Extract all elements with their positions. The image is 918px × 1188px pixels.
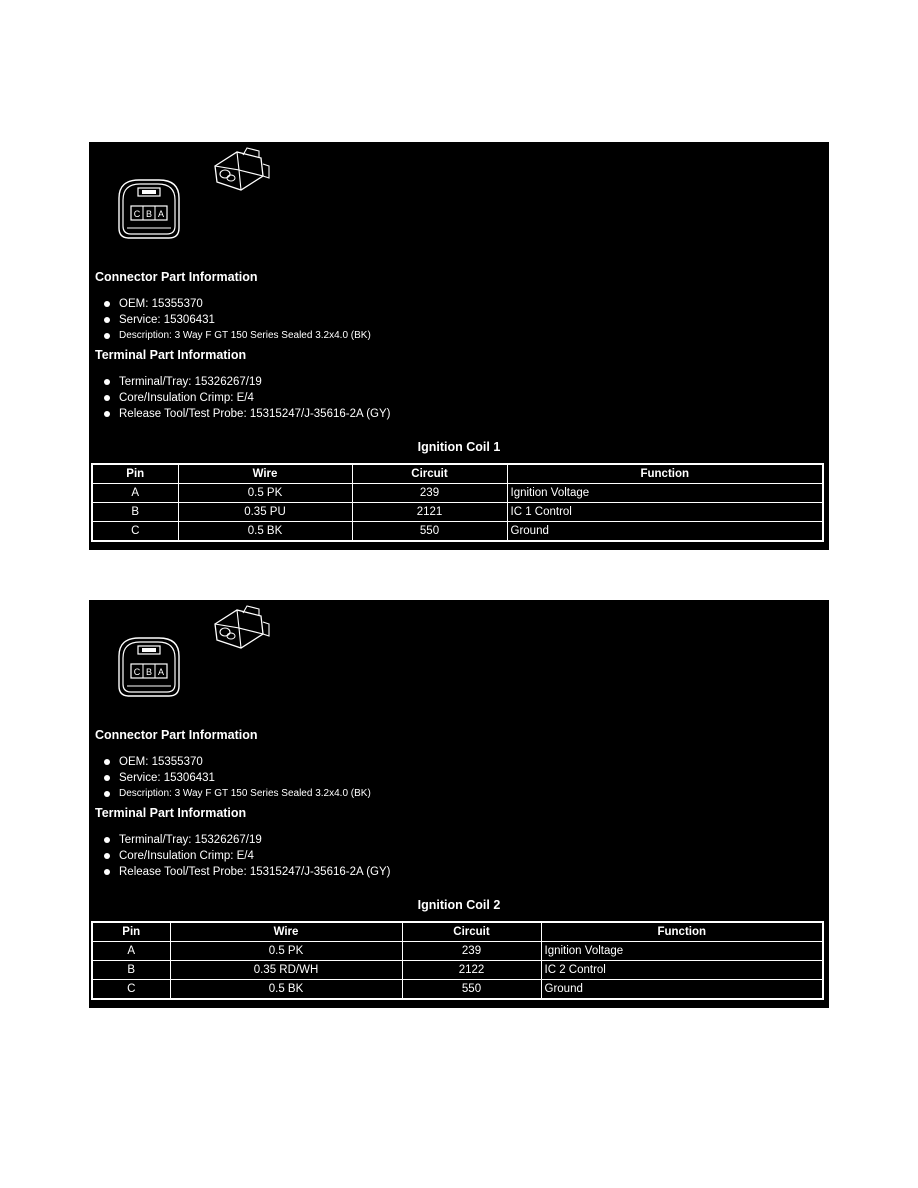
table-title: Ignition Coil 2 (417, 898, 501, 912)
column-header-function: Function (541, 922, 823, 942)
connector-part-heading: Connector Part Information (95, 728, 258, 742)
pin-table (91, 921, 824, 1000)
wire-cell: 0.35 RD/WH (170, 961, 402, 980)
column-header-pin: Pin (92, 922, 170, 942)
list-item: OEM: 15355370 (103, 754, 371, 770)
terminal-part-heading: Terminal Part Information (95, 348, 247, 362)
list-item: Service: 15306431 (103, 312, 371, 328)
list-item: OEM: 15355370 (103, 296, 371, 312)
list-item: Release Tool/Test Probe: 15315247/J-35616-2A (GY) (103, 864, 391, 880)
connector-part-list (103, 296, 371, 344)
cavity-label-b: B (145, 209, 153, 219)
function-cell: IC 2 Control (541, 961, 823, 980)
circuit-cell: 550 (402, 980, 541, 1000)
circuit-cell: 550 (352, 522, 507, 542)
table-row (92, 942, 823, 961)
connector-isometric-icon (207, 146, 273, 192)
list-item: Core/Insulation Crimp: E/4 (103, 390, 391, 406)
wire-cell: 0.5 PK (178, 484, 352, 503)
terminal-part-list (103, 374, 391, 422)
pin-cell: A (92, 942, 170, 961)
circuit-cell: 239 (402, 942, 541, 961)
function-cell: IC 1 Control (507, 503, 823, 522)
list-item: Core/Insulation Crimp: E/4 (103, 848, 391, 864)
list-item: Service: 15306431 (103, 770, 371, 786)
connector-front-view-icon (111, 176, 187, 244)
table-header-row (92, 464, 823, 484)
function-cell: Ground (507, 522, 823, 542)
cavity-label-a: A (157, 209, 165, 219)
table-row (92, 961, 823, 980)
connector-front-view-icon (111, 634, 187, 702)
connector-panel-ignition-coil-2 (89, 600, 829, 1008)
column-header-function: Function (507, 464, 823, 484)
table-row (92, 522, 823, 542)
table-header-row (92, 922, 823, 942)
connector-part-heading: Connector Part Information (95, 270, 258, 284)
table-row (92, 484, 823, 503)
connector-panel-ignition-coil-1 (89, 142, 829, 550)
circuit-cell: 2122 (402, 961, 541, 980)
function-cell: Ground (541, 980, 823, 1000)
connector-part-list (103, 754, 371, 802)
terminal-part-list (103, 832, 391, 880)
circuit-cell: 239 (352, 484, 507, 503)
wire-cell: 0.5 BK (178, 522, 352, 542)
pin-cell: C (92, 980, 170, 1000)
list-item: Terminal/Tray: 15326267/19 (103, 832, 391, 848)
table-title: Ignition Coil 1 (417, 440, 501, 454)
circuit-cell: 2121 (352, 503, 507, 522)
wire-cell: 0.5 PK (170, 942, 402, 961)
cavity-label-c: C (133, 667, 141, 677)
wire-cell: 0.5 BK (170, 980, 402, 1000)
connector-isometric-icon (207, 604, 273, 650)
pin-cell: A (92, 484, 178, 503)
list-item: Terminal/Tray: 15326267/19 (103, 374, 391, 390)
column-header-pin: Pin (92, 464, 178, 484)
column-header-wire: Wire (170, 922, 402, 942)
pin-cell: B (92, 503, 178, 522)
wire-cell: 0.35 PU (178, 503, 352, 522)
cavity-label-b: B (145, 667, 153, 677)
terminal-part-heading: Terminal Part Information (95, 806, 247, 820)
column-header-circuit: Circuit (402, 922, 541, 942)
table-row (92, 503, 823, 522)
pin-cell: C (92, 522, 178, 542)
cavity-label-c: C (133, 209, 141, 219)
function-cell: Ignition Voltage (507, 484, 823, 503)
function-cell: Ignition Voltage (541, 942, 823, 961)
table-row (92, 980, 823, 1000)
list-item: Description: 3 Way F GT 150 Series Sealed 3.2x4.0 (BK) (103, 328, 371, 344)
column-header-circuit: Circuit (352, 464, 507, 484)
cavity-label-a: A (157, 667, 165, 677)
list-item: Release Tool/Test Probe: 15315247/J-35616-2A (GY) (103, 406, 391, 422)
column-header-wire: Wire (178, 464, 352, 484)
pin-cell: B (92, 961, 170, 980)
list-item: Description: 3 Way F GT 150 Series Sealed 3.2x4.0 (BK) (103, 786, 371, 802)
pin-table (91, 463, 824, 542)
